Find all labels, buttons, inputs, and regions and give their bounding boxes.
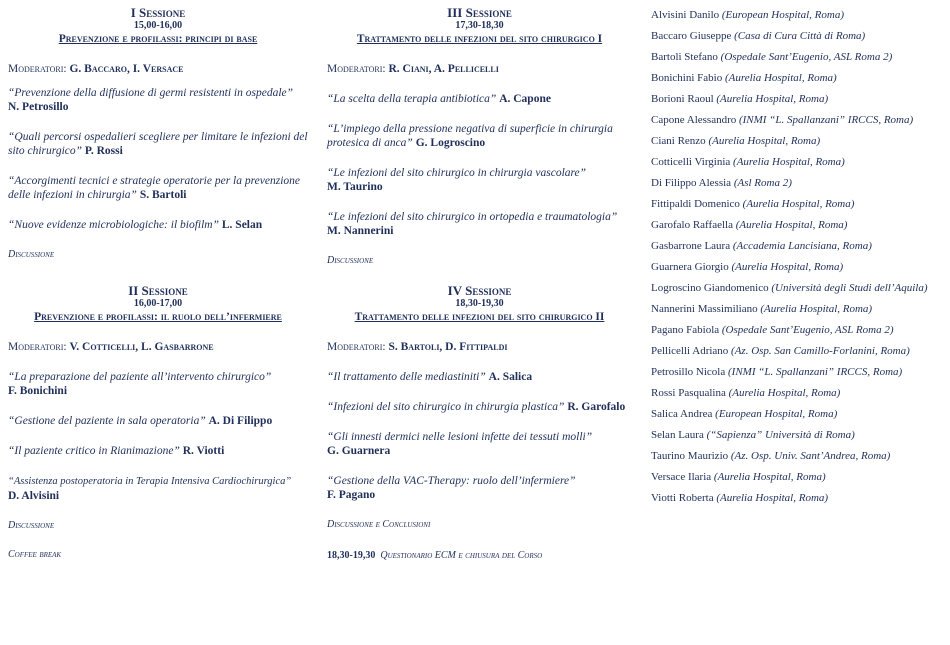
talk-title: “Prevenzione della diffusione di germi resistenti in ospedale”: [8, 87, 294, 99]
moderators-label: Moderatori:: [8, 341, 67, 353]
session-2: [8, 284, 308, 561]
talk-item: [8, 130, 308, 158]
faculty-item: [651, 299, 928, 320]
faculty-item: [651, 404, 928, 425]
faculty-name: Fittipaldi Domenico: [651, 198, 740, 210]
faculty-item: [651, 383, 928, 404]
faculty-affiliation: (Aurelia Hospital, Roma): [724, 72, 837, 84]
faculty-name: Garofalo Raffaella: [651, 219, 733, 231]
talk-title: “L’impiego della pressione negativa di superficie in chirurgia protesica di anca”: [327, 123, 613, 149]
faculty-item: [651, 68, 928, 89]
talk-speaker: S. Bartoli: [139, 189, 187, 201]
faculty-affiliation: (Aurelia Hospital, Roma): [760, 303, 873, 315]
faculty-item: [651, 152, 928, 173]
faculty-affiliation: (Ospedale Sant’Eugenio, ASL Roma 2): [721, 324, 894, 336]
faculty-name: Selan Laura: [651, 429, 704, 441]
faculty-name: Nannerini Massimiliano: [651, 303, 758, 315]
faculty-item: [651, 341, 928, 362]
faculty-name: Di Filippo Alessia: [651, 177, 732, 189]
talk-item: [327, 400, 632, 414]
talk-title: “Gestione della VAC-Therapy: ruolo dell’infermiere”: [327, 475, 576, 487]
talk-title: “Nuove evidenze microbiologiche: il biofilm”: [8, 219, 220, 231]
faculty-item: [651, 257, 928, 278]
faculty-name: Alvisini Danilo: [651, 9, 720, 21]
talk-speaker: F. Bonichini: [8, 385, 68, 397]
talk-title: “Le infezioni del sito chirurgico in ortopedia e traumatologia”: [327, 211, 618, 223]
talk-speaker: A. Di Filippo: [208, 415, 273, 427]
talk-speaker: R. Garofalo: [567, 401, 626, 413]
moderators-label: Moderatori:: [8, 63, 67, 75]
talk-speaker: P. Rossi: [84, 145, 123, 157]
talk-speaker: M. Taurino: [327, 181, 383, 193]
session-heading: IV Sessione: [447, 283, 512, 298]
talk-item: [8, 370, 308, 398]
talk-title: “La preparazione del paziente all’intervento chirurgico”: [8, 371, 272, 383]
talk-item: [8, 474, 308, 503]
faculty-item: [651, 5, 928, 26]
faculty-item: [651, 173, 928, 194]
talk-speaker: N. Petrosillo: [8, 101, 69, 113]
faculty-item: [651, 320, 928, 341]
faculty-affiliation: (Az. Osp. San Camillo-Forlanini, Roma): [731, 345, 910, 357]
faculty-name: Pagano Fabiola: [651, 324, 720, 336]
session-heading: I Sessione: [130, 5, 186, 20]
session-heading: III Sessione: [447, 5, 512, 20]
talk-speaker: R. Viotti: [182, 445, 225, 457]
discussion-label: Discussione: [327, 255, 374, 266]
faculty-item: [651, 236, 928, 257]
faculty-affiliation: (Aurelia Hospital, Roma): [731, 261, 844, 273]
talk-speaker: L. Selan: [221, 219, 263, 231]
talk-item: [327, 430, 632, 458]
faculty-affiliation: (Aurelia Hospital, Roma): [742, 198, 855, 210]
faculty-name: Versace Ilaria: [651, 471, 712, 483]
talk-item: [327, 210, 632, 238]
faculty-name: Capone Alessandro: [651, 114, 737, 126]
moderators-names: R. Ciani, A. Pellicelli: [388, 63, 499, 75]
faculty-affiliation: (Casa di Cura Città di Roma): [734, 30, 866, 42]
faculty-name: Taurino Maurizio: [651, 450, 729, 462]
talk-title: “Il paziente critico in Rianimazione”: [8, 445, 180, 457]
faculty-item: [651, 425, 928, 446]
faculty-affiliation: (INMI “L. Spallanzani” IRCCS, Roma): [738, 114, 914, 126]
faculty-affiliation: (Aurelia Hospital, Roma): [708, 135, 821, 147]
faculty-affiliation: (“Sapienza” Università di Roma): [706, 429, 855, 441]
faculty-name: Logroscino Giandomenico: [651, 282, 769, 294]
faculty-item: [651, 278, 928, 299]
moderators: [8, 62, 308, 76]
faculty-affiliation: (Aurelia Hospital, Roma): [716, 492, 829, 504]
talk-speaker: F. Pagano: [327, 489, 376, 501]
faculty-name: Ciani Renzo: [651, 135, 706, 147]
talk-item: [8, 218, 308, 232]
talk-speaker: A. Capone: [499, 93, 551, 105]
session-title: Prevenzione e profilassi: il ruolo dell’infermiere: [34, 311, 282, 323]
talk-item: [8, 174, 308, 202]
faculty-item: [651, 26, 928, 47]
faculty-affiliation: (Aurelia Hospital, Roma): [728, 387, 841, 399]
talk-speaker: D. Alvisini: [8, 490, 60, 502]
faculty-name: Gasbarrone Laura: [651, 240, 731, 252]
faculty-item: [651, 47, 928, 68]
faculty-name: Baccaro Giuseppe: [651, 30, 732, 42]
faculty-affiliation: (Università degli Studi dell’Aquila): [771, 282, 928, 294]
closing-line: [327, 549, 632, 562]
session-time: 15,00-16,00: [133, 20, 183, 31]
talk-speaker: A. Salica: [488, 371, 533, 383]
moderators: [327, 340, 632, 354]
faculty-item: [651, 194, 928, 215]
moderators-label: Moderatori:: [327, 341, 386, 353]
faculty-name: Petrosillo Nicola: [651, 366, 726, 378]
faculty-name: Guarnera Giorgio: [651, 261, 729, 273]
faculty-list: [651, 5, 928, 509]
moderators: [8, 340, 308, 354]
discussion-label: Discussione: [8, 520, 55, 531]
faculty-affiliation: (Aurelia Hospital, Roma): [713, 471, 826, 483]
faculty-name: Bartoli Stefano: [651, 51, 718, 63]
faculty-affiliation: (INMI “L. Spallanzani” IRCCS, Roma): [728, 366, 903, 378]
session-time: 16,00-17,00: [133, 298, 183, 309]
session-4: [327, 284, 632, 562]
talk-speaker: M. Nannerini: [327, 225, 394, 237]
faculty-affiliation: (European Hospital, Roma): [721, 9, 844, 21]
talk-speaker: G. Guarnera: [327, 445, 391, 457]
faculty-name: Bonichini Fabio: [651, 72, 723, 84]
session-title: Trattamento delle infezioni del sito chirurgico II: [354, 311, 605, 323]
session-1: [8, 6, 308, 261]
closing-time: 18,30-19,30: [327, 550, 376, 561]
moderators-names: G. Baccaro, I. Versace: [69, 63, 184, 75]
faculty-name: Viotti Roberta: [651, 492, 714, 504]
session-3: [327, 6, 632, 267]
moderators-names: V. Cotticelli, L. Gasbarrone: [69, 341, 214, 353]
faculty-name: Pellicelli Adriano: [651, 345, 729, 357]
talk-item: [8, 414, 308, 428]
faculty-affiliation: (Aurelia Hospital, Roma): [716, 93, 829, 105]
faculty-affiliation: (Accademia Lancisiana, Roma): [732, 240, 872, 252]
talk-item: [327, 92, 632, 106]
talk-item: [327, 474, 632, 502]
talk-title: “Il trattamento delle mediastiniti”: [327, 371, 486, 383]
faculty-item: [651, 110, 928, 131]
faculty-name: Borioni Raoul: [651, 93, 714, 105]
talk-title: “Gli innesti dermici nelle lesioni infette dei tessuti molli”: [327, 431, 593, 443]
faculty-item: [651, 89, 928, 110]
faculty-affiliation: (European Hospital, Roma): [715, 408, 838, 420]
faculty-item: [651, 446, 928, 467]
faculty-item: [651, 215, 928, 236]
talk-item: [327, 166, 632, 194]
faculty-name: Salica Andrea: [651, 408, 713, 420]
moderators-label: Moderatori:: [327, 63, 386, 75]
talk-title: “Le infezioni del sito chirurgico in chirurgia vascolare”: [327, 167, 587, 179]
talk-title: “Assistenza postoperatoria in Terapia Intensiva Cardiochirurgica”: [8, 476, 292, 487]
faculty-item: [651, 467, 928, 488]
session-heading: II Sessione: [128, 283, 188, 298]
session-time: 18,30-19,30: [455, 298, 504, 309]
talk-item: [327, 122, 632, 150]
faculty-item: [651, 362, 928, 383]
coffee-break-label: Coffee break: [8, 549, 62, 560]
talk-speaker: G. Logroscino: [415, 137, 486, 149]
session-title: Trattamento delle infezioni del sito chirurgico I: [356, 33, 603, 45]
faculty-item: [651, 488, 928, 509]
talk-title: “Quali percorsi ospedalieri scegliere per limitare le infezioni del sito chirurgico”: [8, 131, 308, 157]
discussion-label: Discussione e Conclusioni: [327, 519, 431, 530]
talk-item: [8, 86, 308, 114]
faculty-name: Rossi Pasqualina: [651, 387, 726, 399]
talk-item: [327, 370, 632, 384]
moderators-names: S. Bartoli, D. Fittipaldi: [388, 341, 508, 353]
faculty-affiliation: (Ospedale Sant’Eugenio, ASL Roma 2): [720, 51, 893, 63]
faculty-item: [651, 131, 928, 152]
closing-text: Questionario ECM e chiusura del Corso: [380, 550, 543, 561]
talk-title: “Infezioni del sito chirurgico in chirurgia plastica”: [327, 401, 565, 413]
faculty-affiliation: (Aurelia Hospital, Roma): [733, 156, 845, 168]
discussion-label: Discussione: [8, 249, 55, 260]
talk-title: “Accorgimenti tecnici e strategie operatorie per la prevenzione delle infezioni in chirurgia”: [8, 175, 301, 201]
session-title: Prevenzione e profilassi: principi di base: [58, 33, 258, 45]
faculty-affiliation: (Aurelia Hospital, Roma): [735, 219, 848, 231]
faculty-affiliation: (Az. Osp. Univ. Sant’Andrea, Roma): [730, 450, 891, 462]
faculty-name: Cotticelli Virginia: [651, 156, 731, 168]
session-time: 17,30-18,30: [455, 20, 504, 31]
talk-title: “Gestione del paziente in sala operatoria”: [8, 415, 206, 427]
faculty-affiliation: (Asl Roma 2): [733, 177, 792, 189]
talk-item: [8, 444, 308, 458]
moderators: [327, 62, 632, 76]
talk-title: “La scelta della terapia antibiotica”: [327, 93, 497, 105]
